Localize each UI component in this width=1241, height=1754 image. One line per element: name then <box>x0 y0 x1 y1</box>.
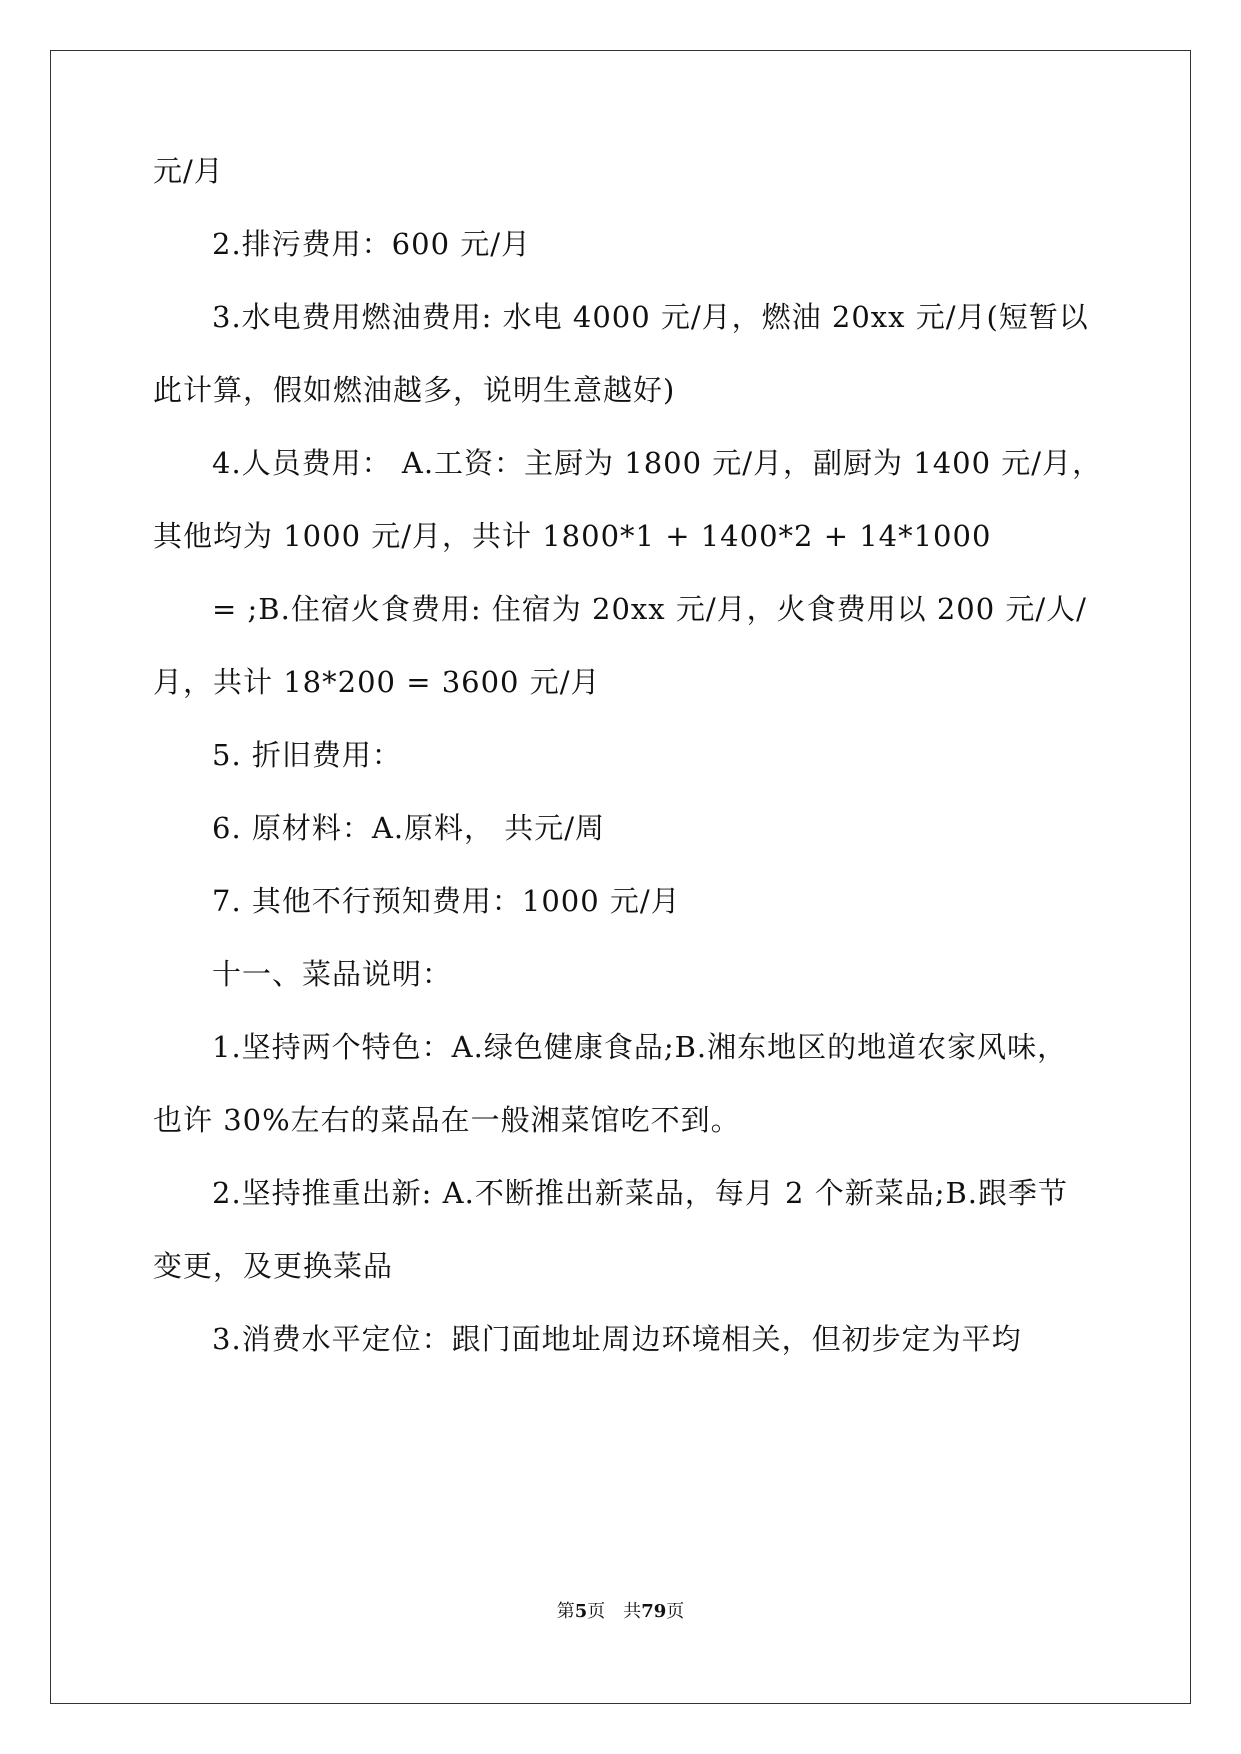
text-line: 2.坚持推重出新: A.不断推出新菜品，每月 2 个新菜品;B.跟季节 <box>212 1176 1069 1210</box>
text-line: 3.消费水平定位：跟门面地址周边环境相关，但初步定为平均 <box>212 1322 1022 1356</box>
text-line: 7. 其他不行预知费用：1000 元/月 <box>212 884 681 918</box>
text-line: 其他均为 1000 元/月，共计 1800*1 + 1400*2 + 14*1000 <box>153 519 992 553</box>
text-line: = ;B.住宿火食费用: 住宿为 20xx 元/月，火食费用以 200 元/人/ <box>212 592 1087 626</box>
text-line: 3.水电费用燃油费用: 水电 4000 元/月，燃油 20xx 元/月(短暂以 <box>212 300 1089 334</box>
text-line: 元/月 <box>153 154 224 188</box>
text-line: 也许 30%左右的菜品在一般湘菜馆吃不到。 <box>153 1103 741 1137</box>
footer-total-prefix: 共 <box>623 1601 642 1622</box>
text-line: 2.排污费用：600 元/月 <box>212 227 532 261</box>
text-line: 4.人员费用： A.工资：主厨为 1800 元/月，副厨为 1400 元/月， <box>212 446 1103 480</box>
text-line: 5. 折旧费用： <box>212 738 402 772</box>
text-line: 6. 原材料：A.原料， 共元/周 <box>212 811 606 845</box>
text-line: 变更，及更换菜品 <box>153 1249 394 1283</box>
text-line: 月，共计 18*200 = 3600 元/月 <box>153 665 601 699</box>
section-heading: 十一、菜品说明： <box>212 957 453 991</box>
text-line: 1.坚持两个特色：A.绿色健康食品;B.湘东地区的地道农家风味， <box>212 1030 1068 1064</box>
footer-prefix: 第 <box>556 1601 575 1622</box>
footer-total-suffix: 页 <box>666 1601 685 1622</box>
text-line: 此计算，假如燃油越多，说明生意越好) <box>153 373 676 407</box>
footer-page-suffix: 页 <box>587 1601 606 1622</box>
page-footer <box>0 1600 1241 1624</box>
page-number: 5 <box>574 1601 588 1622</box>
total-pages: 79 <box>641 1601 667 1622</box>
